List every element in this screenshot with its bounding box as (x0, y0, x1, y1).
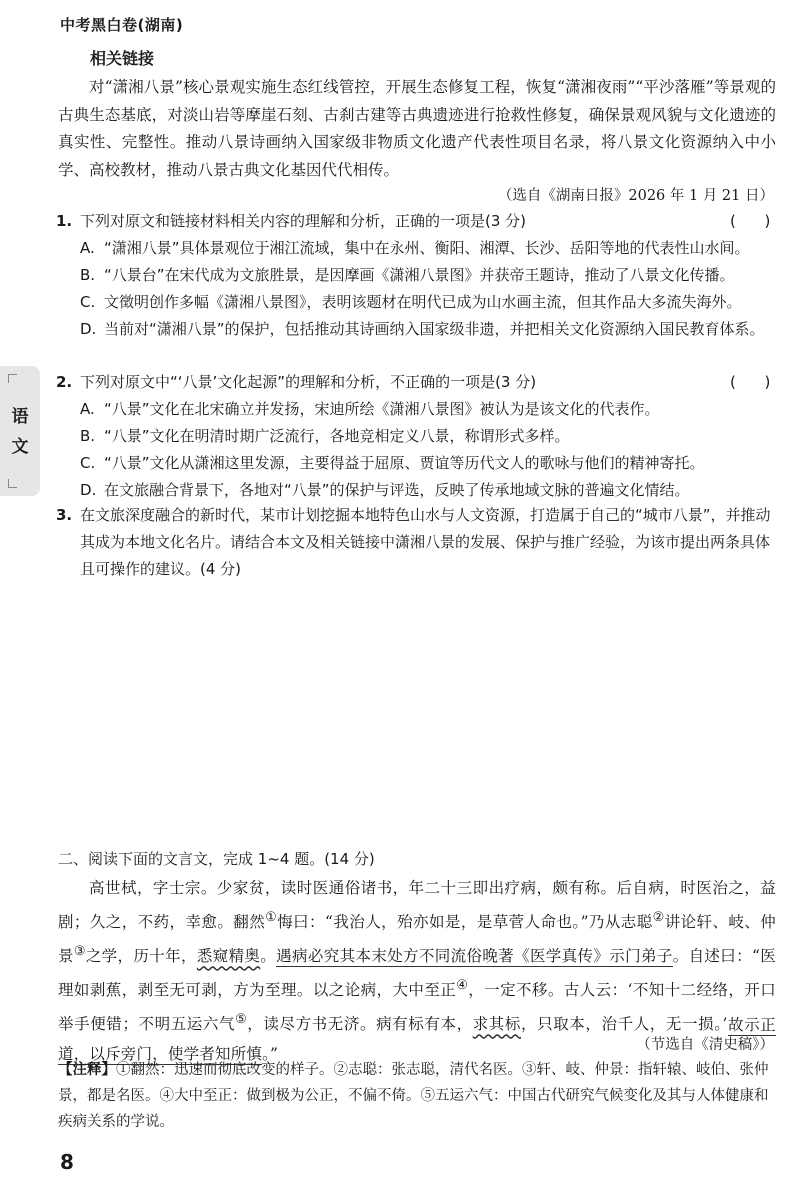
option-key: D. (80, 320, 97, 338)
question-1-number: 1. (56, 212, 73, 230)
passage-text: 。” (262, 1044, 279, 1063)
option-text: “八景”文化在明清时期广泛流行，各地竞相定义八景，称谓形式多样。 (104, 427, 570, 445)
passage-text: 。 (260, 947, 277, 966)
subject-label-char-2: 文 (11, 437, 29, 457)
passage-text: 。自述曰：“医理如剥蕉，剥至无可剥，方为至理。以之论病，大中至正 (58, 947, 776, 1000)
notes-text: ①翻然：迅速而彻底改变的样子。②志聪：张志聪，清代名医。③轩、岐、仲景：指轩辕、岐伯、张仲景，都是名医。④大中至正：做到极为公正，不偏不倚。⑤五运六气：中国古代研究气候变化及其与人体健康和疾病关系的学说。 (58, 1062, 769, 1130)
tab-corner-top-decoration (8, 374, 17, 383)
option-key: C. (80, 454, 96, 472)
passage-source: （节选自《清史稿》） (636, 1037, 774, 1053)
question-2 (56, 369, 778, 504)
wavy-underlined-phrase-1: 悉窥精奥 (196, 947, 261, 966)
footnote-marker-5: ⑤ (235, 1012, 248, 1028)
footnote-marker-3: ③ (73, 944, 86, 960)
question-1-option-b[interactable] (56, 262, 778, 289)
option-text: 文徵明创作多幅《潇湘八景图》，表明该题材在明代已成为山水画主流，但其作品大多流失海外。 (104, 293, 742, 311)
passage-text: 之学，历十年， (85, 947, 197, 966)
subject-side-tab (0, 366, 40, 496)
question-2-answer-blank[interactable]: ( ) (730, 373, 771, 391)
question-1-text: 下列对原文和链接材料相关内容的理解和分析，正确的一项是(3 分) (80, 212, 527, 230)
option-text: “八景”文化在北宋确立并发扬，宋迪所绘《潇湘八景图》被认为是该文化的代表作。 (104, 400, 660, 418)
question-3-stem (56, 502, 778, 583)
footnote-marker-1: ① (265, 910, 278, 925)
question-1 (56, 208, 778, 343)
option-text: “潇湘八景”具体景观位于湘江流域，集中在永州、衡阳、湘潭、长沙、岳阳等地的代表性山水间。 (104, 239, 750, 257)
option-text: 当前对“潇湘八景”的保护，包括推动其诗画纳入国家级非遗，并把相关文化资源纳入国民教育体系。 (104, 320, 765, 338)
passage-text: 讲论轩、岐、仲景 (58, 913, 776, 966)
question-1-option-a[interactable] (56, 235, 778, 262)
book-header-title: 中考黑白卷(湖南) (60, 16, 184, 34)
option-text: 在文旅融合背景下，各地对“八景”的保护与评选，反映了传承地域文脉的普遍文化情结。 (104, 481, 690, 499)
question-2-number: 2. (56, 373, 73, 391)
subject-label (0, 402, 40, 462)
option-text: “八景台”在宋代成为文旅胜景，是因摩画《潇湘八景图》并获帝王题诗，推动了八景文化传播。 (104, 266, 735, 284)
option-key: B. (80, 427, 96, 445)
tab-corner-bottom-decoration (8, 479, 17, 488)
related-link-paragraph: 对“潇湘八景”核心景观实施生态红线管控，开展生态修复工程，恢复“潇湘夜雨”“平沙落雁”等景观的古典生态基底，对淡山岩等摩崖石刻、古刹古建等古典遗迹进行抢救性修复，确保景观风貌与文化遗迹的真实性、完整性。推动八景诗画纳入国家级非物质文化遗产代表性项目名录，将八景文化资源纳入中小学、高校教材，推动八景古典文化基因代代相传。 (58, 78, 776, 179)
underlined-sentence-1: 遇病必究其本末处方不同流俗晚著《医学真传》示门弟子 (276, 947, 673, 966)
option-key: C. (80, 293, 96, 311)
question-3-number: 3. (56, 506, 73, 524)
underlined-sentence-2: 故示正道，以斥旁门，使学者知所慎 (58, 1015, 776, 1063)
question-2-option-b[interactable] (56, 423, 778, 450)
question-2-text: 下列对原文中“‘八景’文化起源”的理解和分析，不正确的一项是(3 分) (80, 373, 537, 391)
question-2-option-d[interactable] (56, 477, 778, 504)
section-2-heading: 二、阅读下面的文言文，完成 1~4 题。(14 分) (58, 850, 375, 868)
question-1-answer-blank[interactable]: ( ) (730, 212, 771, 230)
passage-text: 高世栻，字士宗。少家贫，读时医通俗诸书，年二十三即出疗病，颇有称。后自病，时医治之，益剧；久之，不药，幸愈。翻然 (58, 879, 776, 932)
passage-text: 悔曰：“我治人，殆亦如是，是草菅人命也。”乃从志聪 (277, 913, 653, 932)
question-3 (56, 502, 778, 583)
question-2-option-a[interactable] (56, 396, 778, 423)
question-2-stem (56, 369, 778, 396)
passage-text: ，一定不移。古人云：‘不知十二经络，开口举手便错；不明五运六气 (58, 981, 776, 1034)
footnote-marker-2: ② (652, 910, 665, 925)
footnote-marker-4: ④ (456, 978, 469, 994)
page-number: 8 (60, 1150, 74, 1174)
question-3-text: 在文旅深度融合的新时代，某市计划挖掘本地特色山水与人文资源，打造属于自己的“城市八景”，并推动其成为本地文化名片。请结合本文及相关链接中潇湘八景的发展、保护与推广经验，为该市提出两条具体且可操作的建议。(4 分) (80, 506, 771, 578)
option-key: D. (80, 481, 97, 499)
passage-text: ，读尽方书无济。病有标有本， (247, 1015, 473, 1034)
option-key: A. (80, 400, 95, 418)
passage-text: ，只取本，治千人，无一损。’ (521, 1015, 728, 1034)
option-key: B. (80, 266, 96, 284)
question-1-stem (56, 208, 778, 235)
related-link-source: （选自《湖南日报》2026 年 1 月 21 日） (497, 188, 774, 204)
wavy-underlined-phrase-2: 求其标 (472, 1015, 521, 1034)
notes-label: 【注释】 (58, 1062, 116, 1078)
option-text: “八景”文化从潇湘这里发源，主要得益于屈原、贾谊等历代文人的歌咏与他们的精神寄托。 (104, 454, 705, 472)
subject-label-char-1: 语 (11, 407, 29, 427)
related-link-title: 相关链接 (90, 49, 155, 68)
question-1-option-d[interactable] (56, 316, 778, 343)
question-2-option-c[interactable] (56, 450, 778, 477)
question-1-option-c[interactable] (56, 289, 778, 316)
option-key: A. (80, 239, 95, 257)
annotation-notes (58, 1057, 778, 1135)
